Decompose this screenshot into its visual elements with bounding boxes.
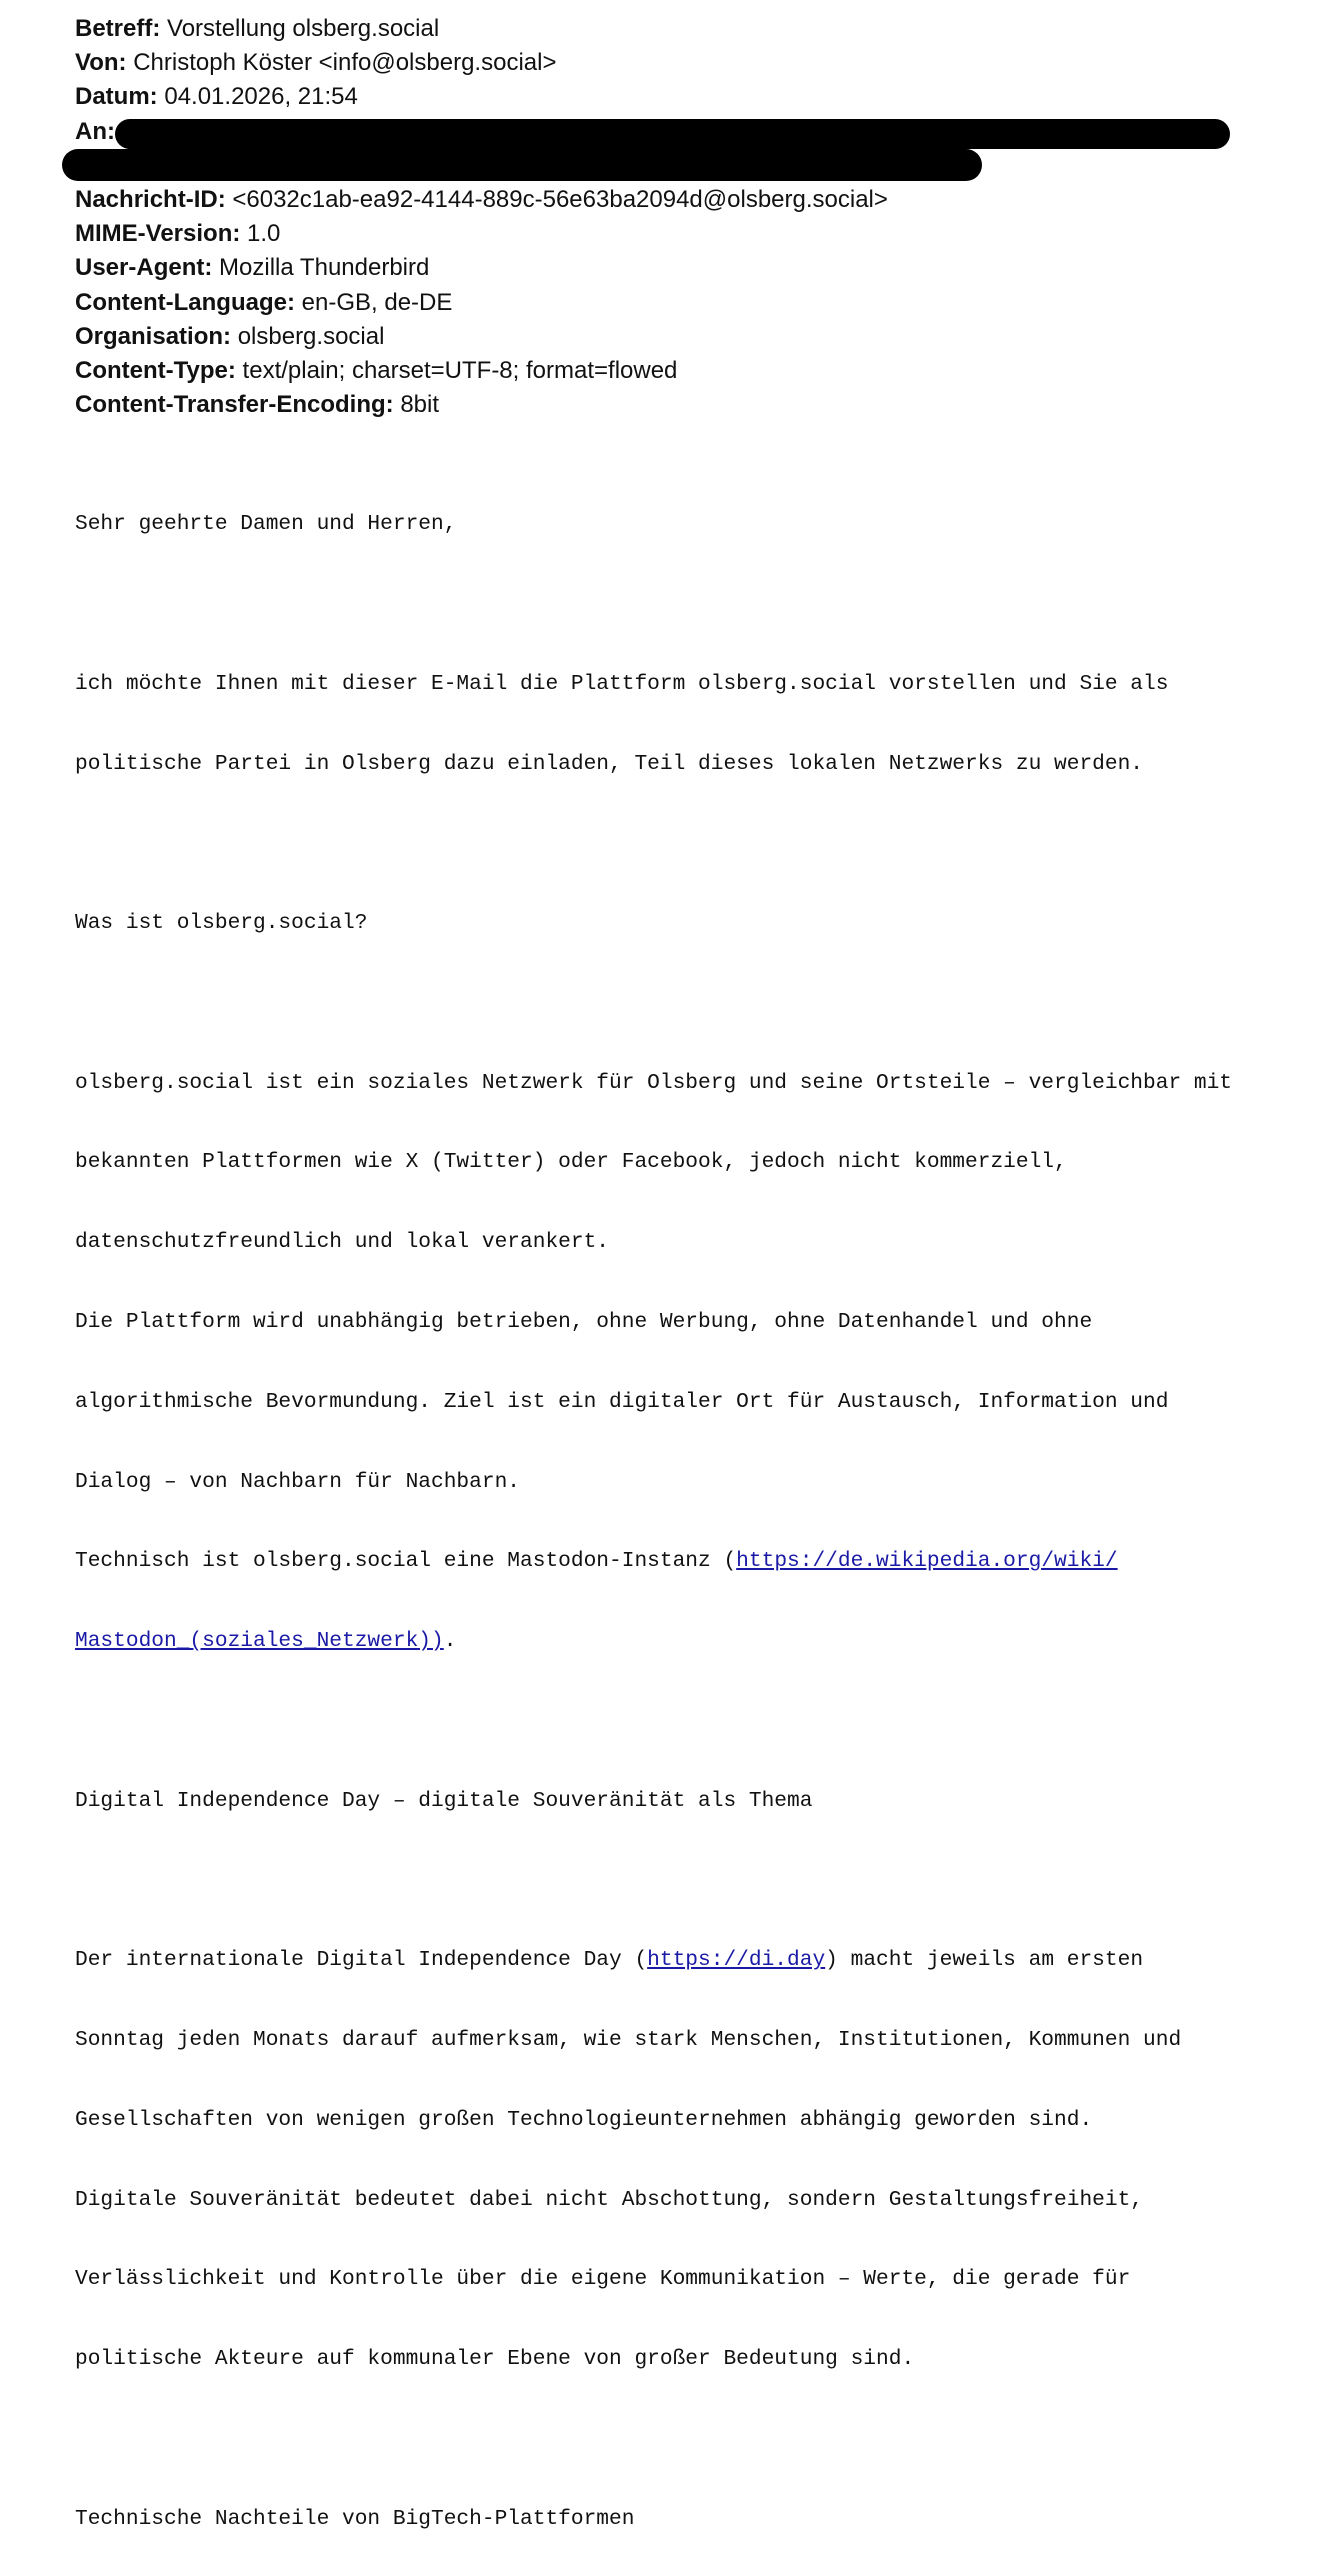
header-user-agent: [75, 251, 888, 285]
header-value: <6032c1ab-ea92-4144-889c-56e63ba2094d@olsberg.social>: [232, 185, 888, 213]
header-value: 1.0: [247, 220, 281, 248]
body-line: datenschutzfreundlich und lokal verankert.: [75, 1230, 610, 1255]
header-date: [75, 80, 888, 114]
body-line: olsberg.social ist ein soziales Netzwerk für Olsberg und seine Ortsteile – vergleichbar mit: [75, 1070, 1233, 1095]
header-content-type: [75, 354, 888, 388]
redaction-mark: [115, 119, 1230, 149]
header-mime-version: [75, 217, 888, 251]
wikipedia-link[interactable]: https://de.wikipedia.org/wiki/: [736, 1549, 1118, 1574]
body-line-tech: [75, 1548, 1232, 1575]
blank-line: [75, 990, 1232, 1017]
body-line: politische Akteure auf kommunaler Ebene von großer Bedeutung sind.: [75, 2347, 915, 2372]
header-organisation: [75, 320, 888, 354]
header-label: An:: [75, 117, 115, 145]
body-line: Dialog – von Nachbarn für Nachbarn.: [75, 1469, 521, 1494]
body-line: algorithmische Bevormundung. Ziel ist ein digitaler Ort für Austausch, Information und: [75, 1389, 1169, 1414]
header-value: Mozilla Thunderbird: [219, 254, 430, 282]
body-line: politische Partei in Olsberg dazu einladen, Teil dieses lokalen Netzwerks zu werden.: [75, 751, 1144, 776]
header-label: Datum:: [75, 83, 158, 111]
header-label: Betreff:: [75, 15, 161, 42]
body-text: ) macht jeweils am ersten: [825, 1948, 1144, 1973]
header-label: Content-Type:: [75, 356, 236, 384]
blank-line: [75, 2426, 1232, 2453]
body-line: bekannten Plattformen wie X (Twitter) oder Facebook, jedoch nicht kommerziell,: [75, 1150, 1067, 1175]
header-value: 04.01.2026, 21:54: [164, 83, 358, 111]
body-line: Die Plattform wird unabhängig betrieben, ohne Werbung, ohne Datenhandel und ohne: [75, 1310, 1093, 1334]
header-subject: [75, 12, 888, 46]
blank-line: [75, 1867, 1232, 1894]
section-heading: Was ist olsberg.social?: [75, 911, 368, 936]
body-line: Digitale Souveränität bedeutet dabei nicht Abschottung, sondern Gestaltungsfreiheit,: [75, 2187, 1144, 2212]
redaction-mark: [62, 149, 982, 181]
header-label: User-Agent:: [75, 254, 213, 282]
header-label: Organisation:: [75, 322, 232, 350]
header-value: Vorstellung olsberg.social: [167, 15, 440, 42]
header-value: text/plain; charset=UTF-8; format=flowed: [242, 356, 678, 384]
di-day-link[interactable]: https://di.day: [647, 1948, 826, 1973]
header-value: Christoph Köster <info@olsberg.social>: [133, 49, 557, 77]
section-heading: Digital Independence Day – digitale Souveränität als Thema: [75, 1788, 813, 1813]
body-line: Sonntag jeden Monats darauf aufmerksam, wie stark Menschen, Institutionen, Kommunen und: [75, 2028, 1182, 2053]
header-value: olsberg.social: [237, 322, 385, 350]
header-label: Nachricht-ID:: [75, 185, 226, 213]
header-value: en-GB, de-DE: [301, 288, 453, 316]
header-content-transfer-encoding: [75, 388, 888, 422]
email-headers: [75, 12, 888, 422]
header-label: MIME-Version:: [75, 220, 241, 248]
blank-line: [75, 591, 1232, 618]
blank-line: [75, 1708, 1232, 1735]
body-line-did: [75, 1947, 1232, 1974]
section-heading: Technische Nachteile von BigTech-Plattformen: [75, 2506, 635, 2531]
header-label: Content-Transfer-Encoding:: [75, 391, 394, 419]
body-line: Verlässlichkeit und Kontrolle über die eigene Kommunikation – Werte, die gerade für: [75, 2267, 1131, 2292]
body-text: Technisch ist olsberg.social eine Mastodon-Instanz (: [75, 1549, 737, 1574]
header-from: [75, 46, 888, 80]
header-content-language: [75, 286, 888, 320]
body-line: Gesellschaften von wenigen großen Technologieunternehmen abhängig geworden sind.: [75, 2107, 1093, 2132]
header-value: 8bit: [400, 391, 440, 419]
body-text: .: [443, 1629, 457, 1654]
body-line-tech-cont: [75, 1628, 1232, 1655]
body-line: ich möchte Ihnen mit dieser E-Mail die Plattform olsberg.social vorstellen und Sie als: [75, 671, 1169, 696]
wikipedia-link-continuation[interactable]: Mastodon_(soziales_Netzwerk)): [75, 1629, 444, 1654]
body-greeting: Sehr geehrte Damen und Herren,: [75, 512, 457, 537]
body-text: Der internationale Digital Independence Day (: [75, 1948, 648, 1973]
header-label: Content-Language:: [75, 288, 295, 316]
blank-line: [75, 830, 1232, 857]
email-body: [75, 458, 1232, 2559]
header-label: Von:: [75, 49, 127, 77]
header-message-id: [75, 183, 888, 217]
